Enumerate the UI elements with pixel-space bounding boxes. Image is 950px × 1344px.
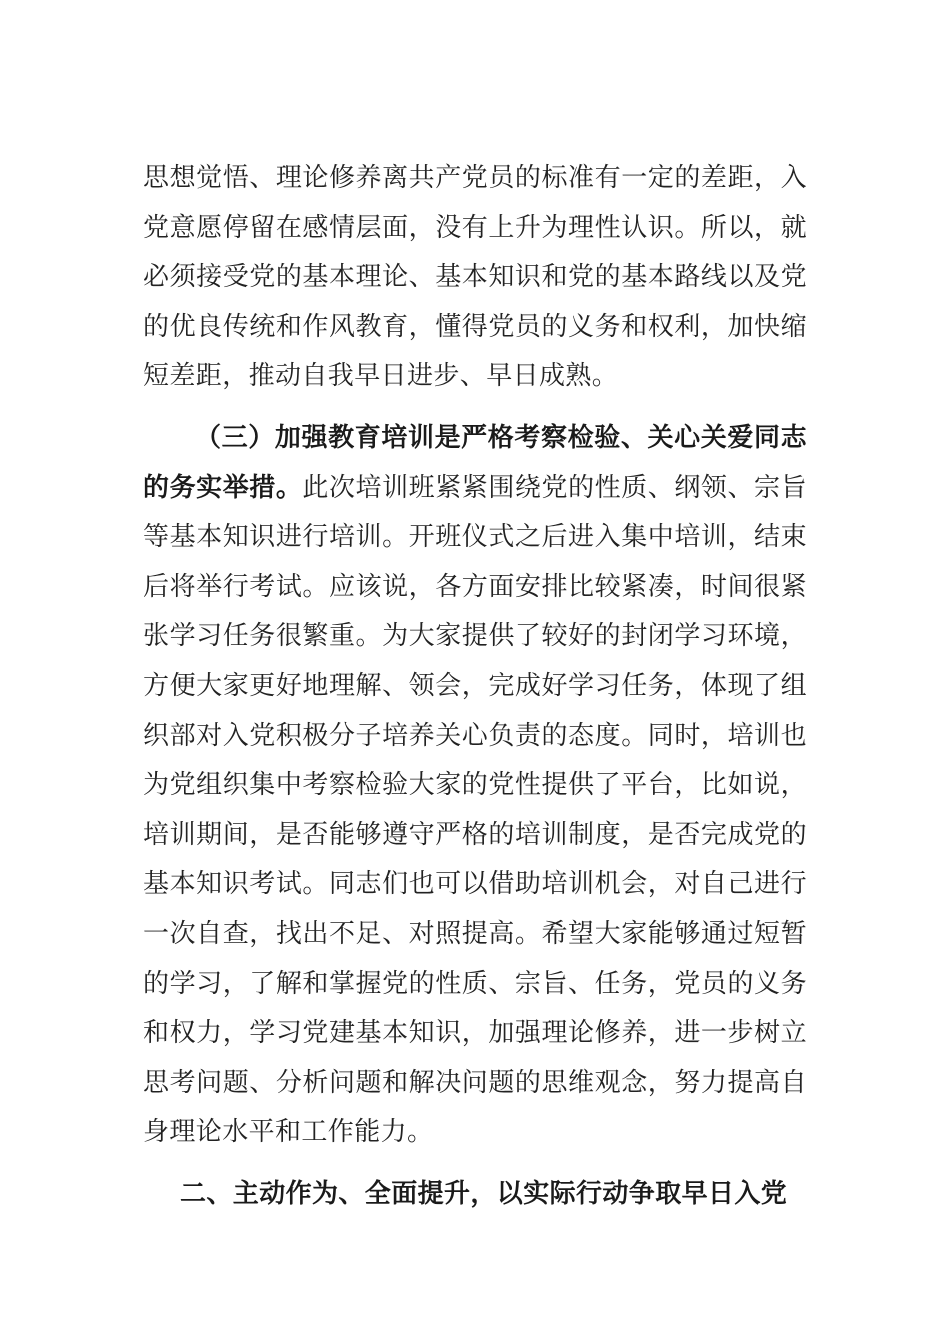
subsection-body-3: 此次培训班紧紧围绕党的性质、纲领、宗旨等基本知识进行培训。开班仪式之后进入集中培训，结束后将举行考试。应该说，各方面安排比较紧凑，时间很紧张学习任务很繁重。为大家提供了较好的封闭学习环境，方便大家更好地理解、领会，完成好学习任务，体现了组织部对入党积极分子培养关心负责的态度。同时，培训也为党组织集中考察检验大家的党性提供了平台，比如说，培训期间，是否能够遵守严格的培训制度，是否完成党的基本知识考试。同志们也可以借助培训机会，对自己进行一次自查，找出不足、对照提高。希望大家能够通过短暂的学习，了解和掌握党的性质、宗旨、任务，党员的义务和权力，学习党建基本知识，加强理论修养，进一步树立思考问题、分析问题和解决问题的思维观念，努力提高自身理论水平和工作能力。 bbox=[143, 472, 807, 1148]
subsection-heading-3: （三）加强教育培训是严格考察检验、关心关爱同志的务实举措。 bbox=[143, 423, 807, 503]
body-paragraph-1: 思想觉悟、理论修养离共产党员的标准有一定的差距，入党意愿停留在感情层面，没有上升为理性认识。所以，就必须接受党的基本理论、基本知识和党的基本路线以及党的优良传统和作风教育，懂得党员的义务和权利，加快缩短差距，推动自我早日进步、早日成熟。 bbox=[143, 163, 807, 392]
body-paragraph-2 bbox=[143, 414, 807, 1158]
section-heading-2: 二、主动作为、全面提升，以实际行动争取早日入党 bbox=[180, 1179, 788, 1209]
